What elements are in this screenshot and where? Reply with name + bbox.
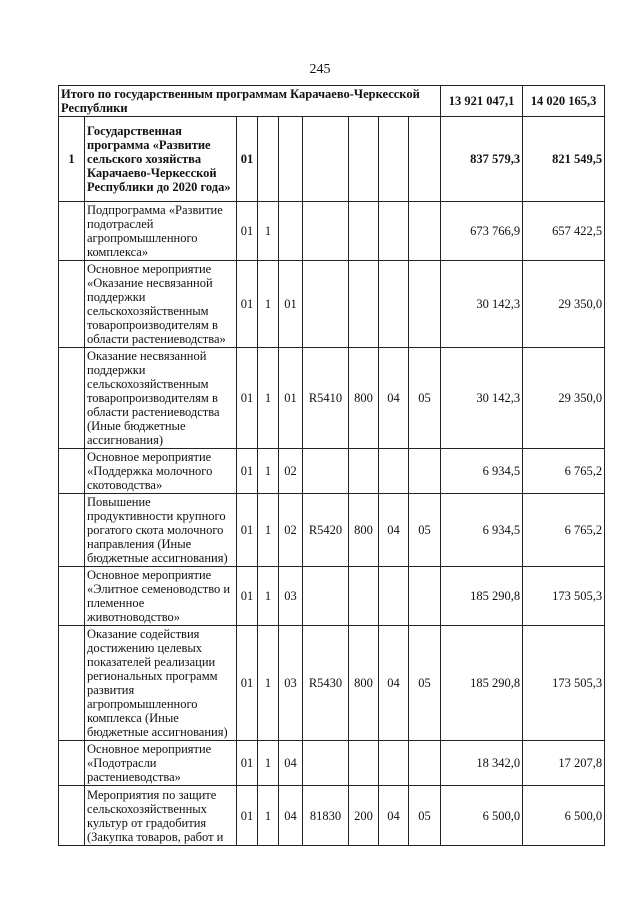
row-number bbox=[59, 741, 85, 786]
row-name: Государственная программа «Развитие сельского хозяйства Карачаево-Черкесской Республики до 2020 года» bbox=[85, 117, 237, 202]
code-section: 04 bbox=[379, 626, 409, 741]
code-subprogram: 1 bbox=[258, 261, 279, 348]
total-label: Итого по государственным программам Карачаево-Черкесской Республики bbox=[59, 86, 441, 117]
table-row bbox=[59, 567, 605, 626]
row-name: Оказание содействия достижению целевых показателей реализации региональных программ развития агропромышленного комплекса (Иные бюджетные ассигнования) bbox=[85, 626, 237, 741]
row-name: Основное мероприятие «Поддержка молочного скотоводства» bbox=[85, 449, 237, 494]
code-expense-type bbox=[349, 449, 379, 494]
code-expense-type bbox=[349, 202, 379, 261]
amount-2: 6 765,2 bbox=[523, 494, 605, 567]
code-program: 01 bbox=[237, 202, 258, 261]
table-row bbox=[59, 202, 605, 261]
code-activity: 02 bbox=[279, 494, 303, 567]
amount-1: 6 934,5 bbox=[441, 494, 523, 567]
code-program: 01 bbox=[237, 261, 258, 348]
code-section bbox=[379, 449, 409, 494]
code-subprogram: 1 bbox=[258, 494, 279, 567]
code-subsection bbox=[409, 567, 441, 626]
amount-2: 657 422,5 bbox=[523, 202, 605, 261]
amount-2: 173 505,3 bbox=[523, 567, 605, 626]
code-program: 01 bbox=[237, 117, 258, 202]
page-number: 245 bbox=[309, 62, 331, 77]
amount-1: 673 766,9 bbox=[441, 202, 523, 261]
code-subsection: 05 bbox=[409, 494, 441, 567]
code-section bbox=[379, 202, 409, 261]
code-direction bbox=[303, 741, 349, 786]
code-section bbox=[379, 117, 409, 202]
row-number bbox=[59, 202, 85, 261]
code-program: 01 bbox=[237, 741, 258, 786]
code-expense-type bbox=[349, 567, 379, 626]
code-expense-type: 800 bbox=[349, 626, 379, 741]
table-row bbox=[59, 261, 605, 348]
code-activity: 03 bbox=[279, 567, 303, 626]
amount-1: 30 142,3 bbox=[441, 261, 523, 348]
code-direction bbox=[303, 449, 349, 494]
code-subsection bbox=[409, 202, 441, 261]
code-activity: 01 bbox=[279, 348, 303, 449]
code-subprogram bbox=[258, 117, 279, 202]
code-activity bbox=[279, 202, 303, 261]
amount-1: 185 290,8 bbox=[441, 567, 523, 626]
code-program: 01 bbox=[237, 567, 258, 626]
code-direction: R5430 bbox=[303, 626, 349, 741]
code-expense-type bbox=[349, 261, 379, 348]
code-section bbox=[379, 261, 409, 348]
table-row bbox=[59, 626, 605, 741]
code-subsection: 05 bbox=[409, 626, 441, 741]
code-subprogram: 1 bbox=[258, 626, 279, 741]
amount-1: 18 342,0 bbox=[441, 741, 523, 786]
row-number bbox=[59, 494, 85, 567]
code-subsection bbox=[409, 449, 441, 494]
amount-1: 6 934,5 bbox=[441, 449, 523, 494]
code-expense-type: 800 bbox=[349, 348, 379, 449]
code-program: 01 bbox=[237, 626, 258, 741]
code-section: 04 bbox=[379, 494, 409, 567]
code-activity: 04 bbox=[279, 786, 303, 846]
code-direction bbox=[303, 261, 349, 348]
code-program: 01 bbox=[237, 449, 258, 494]
amount-2: 6 500,0 bbox=[523, 786, 605, 846]
code-program: 01 bbox=[237, 786, 258, 846]
code-direction bbox=[303, 117, 349, 202]
row-number bbox=[59, 626, 85, 741]
row-name: Основное мероприятие «Элитное семеноводство и племенное животноводство» bbox=[85, 567, 237, 626]
table-row bbox=[59, 348, 605, 449]
amount-2: 29 350,0 bbox=[523, 261, 605, 348]
table-row bbox=[59, 494, 605, 567]
table-row bbox=[59, 786, 605, 846]
code-subprogram: 1 bbox=[258, 348, 279, 449]
table-row bbox=[59, 117, 605, 202]
code-subsection: 05 bbox=[409, 786, 441, 846]
total-amount-1: 13 921 047,1 bbox=[441, 86, 523, 117]
budget-table bbox=[58, 85, 605, 846]
code-activity: 02 bbox=[279, 449, 303, 494]
code-expense-type bbox=[349, 117, 379, 202]
amount-1: 6 500,0 bbox=[441, 786, 523, 846]
row-number bbox=[59, 261, 85, 348]
code-activity: 03 bbox=[279, 626, 303, 741]
amount-2: 821 549,5 bbox=[523, 117, 605, 202]
total-amount-2: 14 020 165,3 bbox=[523, 86, 605, 117]
code-direction: R5410 bbox=[303, 348, 349, 449]
total-row bbox=[59, 86, 605, 117]
code-subprogram: 1 bbox=[258, 741, 279, 786]
code-subsection bbox=[409, 261, 441, 348]
code-subprogram: 1 bbox=[258, 786, 279, 846]
code-section bbox=[379, 741, 409, 786]
table-body bbox=[59, 86, 605, 846]
amount-1: 185 290,8 bbox=[441, 626, 523, 741]
row-name: Основное мероприятие «Подотрасли растениеводства» bbox=[85, 741, 237, 786]
code-direction bbox=[303, 567, 349, 626]
code-activity bbox=[279, 117, 303, 202]
code-subsection bbox=[409, 741, 441, 786]
code-section: 04 bbox=[379, 348, 409, 449]
code-expense-type: 200 bbox=[349, 786, 379, 846]
code-direction: 81830 bbox=[303, 786, 349, 846]
row-name: Основное мероприятие «Оказание несвязанной поддержки сельскохозяйственным товаропроизводителям в области растениеводства» bbox=[85, 261, 237, 348]
code-section: 04 bbox=[379, 786, 409, 846]
code-activity: 01 bbox=[279, 261, 303, 348]
code-program: 01 bbox=[237, 348, 258, 449]
amount-2: 17 207,8 bbox=[523, 741, 605, 786]
code-direction bbox=[303, 202, 349, 261]
code-subsection: 05 bbox=[409, 348, 441, 449]
code-program: 01 bbox=[237, 494, 258, 567]
amount-2: 6 765,2 bbox=[523, 449, 605, 494]
table-row bbox=[59, 741, 605, 786]
code-subprogram: 1 bbox=[258, 449, 279, 494]
row-number: 1 bbox=[59, 117, 85, 202]
code-expense-type: 800 bbox=[349, 494, 379, 567]
amount-2: 173 505,3 bbox=[523, 626, 605, 741]
table-row bbox=[59, 449, 605, 494]
amount-1: 30 142,3 bbox=[441, 348, 523, 449]
code-expense-type bbox=[349, 741, 379, 786]
code-section bbox=[379, 567, 409, 626]
row-number bbox=[59, 449, 85, 494]
row-name: Повышение продуктивности крупного рогатого скота молочного направления (Иные бюджетные ассигнования) bbox=[85, 494, 237, 567]
row-number bbox=[59, 786, 85, 846]
code-direction: R5420 bbox=[303, 494, 349, 567]
code-subsection bbox=[409, 117, 441, 202]
amount-2: 29 350,0 bbox=[523, 348, 605, 449]
row-name: Оказание несвязанной поддержки сельскохозяйственным товаропроизводителям в области растениеводства (Иные бюджетные ассигнования) bbox=[85, 348, 237, 449]
code-activity: 04 bbox=[279, 741, 303, 786]
code-subprogram: 1 bbox=[258, 567, 279, 626]
row-number bbox=[59, 567, 85, 626]
row-name: Подпрограмма «Развитие подотраслей агропромышленного комплекса» bbox=[85, 202, 237, 261]
code-subprogram: 1 bbox=[258, 202, 279, 261]
row-name: Мероприятия по защите сельскохозяйственных культур от градобития (Закупка товаров, работ и bbox=[85, 786, 237, 846]
amount-1: 837 579,3 bbox=[441, 117, 523, 202]
row-number bbox=[59, 348, 85, 449]
